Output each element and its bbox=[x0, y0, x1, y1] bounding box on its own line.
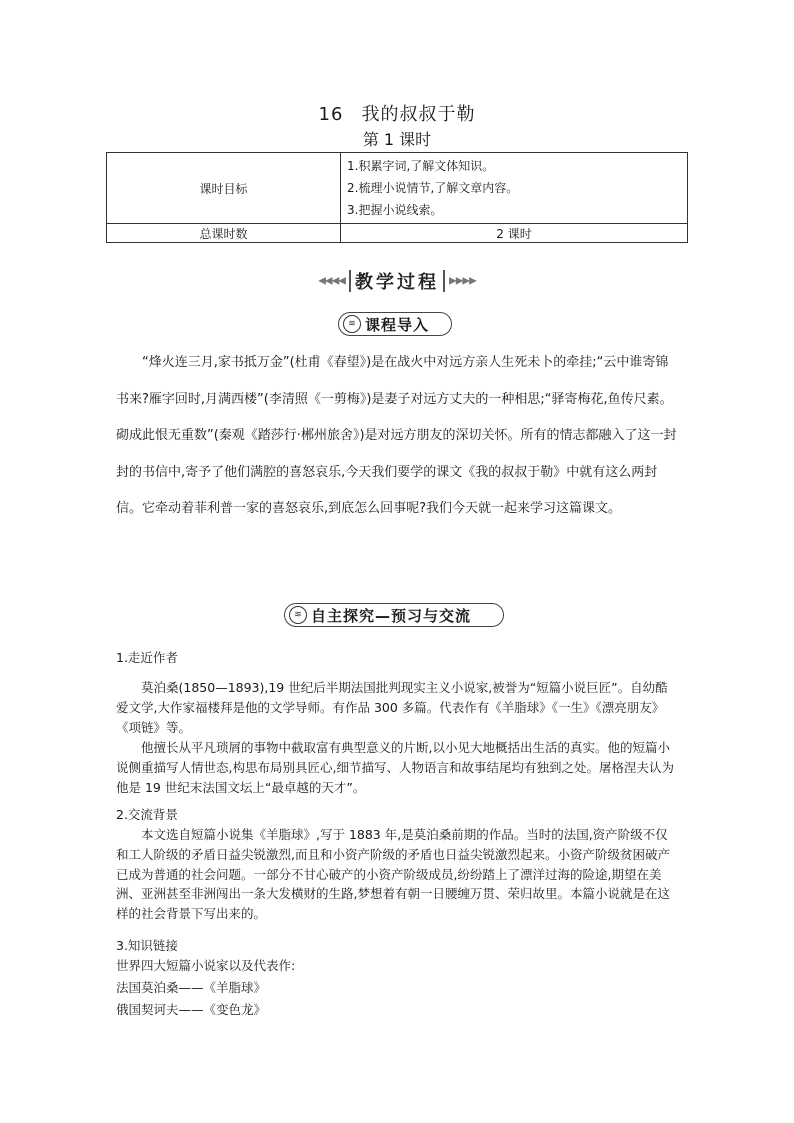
lesson-title bbox=[0, 100, 794, 126]
total-row bbox=[107, 224, 688, 243]
lesson-number: 16 bbox=[318, 104, 344, 125]
knowledge-line: 俄国契诃夫——《变色龙》 bbox=[116, 1002, 267, 1017]
goal-label: 课时目标 bbox=[107, 153, 341, 224]
left-arrows-icon: ◀◀◀◀ bbox=[318, 275, 345, 287]
author-style-paragraph: 他擅长从平凡琐屑的事物中截取富有典型意义的片断,以小见大地概括出生活的真实。他的短篇小说侧重描写人情世态,构思布局别具匠心,细节描写、人物语言和故事结尾均有独到之处。屠格涅夫认为他是 19 世纪末法国文坛上“最卓越的天才”。 bbox=[116, 740, 674, 795]
intro-paragraph: “烽火连三月,家书抵万金”(杜甫《春望》)是在战火中对远方亲人生死未卜的牵挂;“云中谁寄锦书来?雁字回时,月满西楼”(李清照《一剪梅》)是妻子对远方丈夫的一种相思;“驿寄梅花,鱼传尺素。砌成此恨无重数”(秦观《踏莎行·郴州旅舍》)是对远方朋友的深切关怀。所有的情志都融入了这一封封的书信中,寄予了他们满腔的喜怒哀乐,今天我们要学的课文《我的叔叔于勒》中就有这么两封信。它牵动着菲利普一家的喜怒哀乐,到底怎么回事呢?我们今天就一起来学习这篇课文。 bbox=[116, 355, 677, 516]
knowledge-line: 世界四大短篇小说家以及代表作: bbox=[116, 958, 296, 973]
item-title: 3.知识链接 bbox=[116, 938, 178, 953]
goal-item: 1.积累字词,了解文体知识。 bbox=[347, 159, 495, 173]
goal-row bbox=[107, 153, 688, 224]
item-title: 1.走近作者 bbox=[116, 650, 178, 665]
goal-item: 2.梳理小说情节,了解文章内容。 bbox=[347, 181, 519, 195]
right-arrows-icon: ▶▶▶▶ bbox=[449, 275, 476, 287]
book-icon: ≋ bbox=[289, 606, 307, 624]
total-label: 总课时数 bbox=[107, 224, 341, 243]
explore-section-heading bbox=[284, 603, 504, 627]
knowledge-line: 法国莫泊桑——《羊脂球》 bbox=[116, 980, 267, 995]
explore-heading-text: 自主探究—预习与交流 bbox=[311, 606, 472, 625]
goal-item: 3.把握小说线索。 bbox=[347, 203, 443, 217]
divider-bar bbox=[443, 270, 445, 292]
lesson-meta-table bbox=[106, 152, 688, 243]
process-heading bbox=[0, 268, 794, 294]
divider-bar bbox=[349, 270, 351, 292]
intro-heading-text: 课程导入 bbox=[365, 315, 430, 334]
book-icon: ≋ bbox=[343, 315, 361, 333]
intro-section-heading bbox=[338, 312, 452, 336]
goal-list bbox=[341, 153, 688, 224]
background-paragraph: 本文选自短篇小说集《羊脂球》,写于 1883 年,是莫泊桑前期的作品。当时的法国,资产阶级不仅和工人阶级的矛盾日益尖锐激烈,而且和小资产阶级的矛盾也日益尖锐激烈起来。小资产阶级贫困破产已成为普通的社会问题。一部分不甘心破产的小资产阶级成员,纷纷踏上了漂洋过海的险途,期望在美洲、亚洲甚至非洲闯出一条大发横财的生路,梦想着有朝一日腰缠万贯、荣归故里。本篇小说就是在这样的社会背景下写出来的。 bbox=[116, 827, 670, 922]
author-paragraph: 莫泊桑(1850—1893),19 世纪后半期法国批判现实主义小说家,被誉为“短篇小说巨匠”。自幼酷爱文学,大作家福楼拜是他的文学导师。有作品 300 多篇。代表作有《羊脂球》《一生》《漂亮朋友》《项链》等。 bbox=[116, 680, 668, 735]
total-value: 2 课时 bbox=[341, 224, 688, 243]
item-title: 2.交流背景 bbox=[116, 807, 178, 822]
lesson-title-text: 我的叔叔于勒 bbox=[361, 104, 476, 125]
lesson-subtitle: 第 1 课时 bbox=[362, 130, 432, 149]
process-heading-text: 教学过程 bbox=[355, 272, 439, 293]
